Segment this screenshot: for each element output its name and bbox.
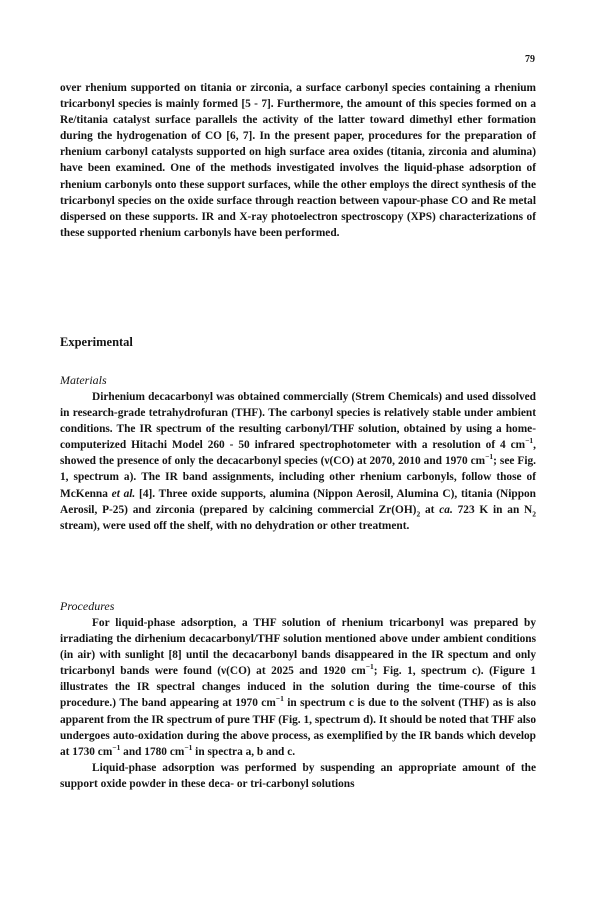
page-number: 79 <box>525 54 535 65</box>
procedures-sup-2: −1 <box>275 694 284 704</box>
materials-sup-1: −1 <box>525 436 534 446</box>
procedures-sup-1: −1 <box>365 662 374 672</box>
materials-text-5: at <box>420 503 440 516</box>
materials-etal: et al. <box>111 487 136 500</box>
materials-text-2: , showed the presence of only the decacarbonyl species (ν(CO) at 2070, 2010 and 1970 cm <box>60 439 536 468</box>
procedures-text <box>60 615 536 792</box>
procedures-text-5: in spectra a, b and c. <box>192 745 296 758</box>
procedures-sup-4: −1 <box>184 742 193 752</box>
materials-text-4: [4]. Three oxide supports, alumina (Nippon Aerosil, Alumina C), titania (Nippon Aerosil, P-25) and zirconia (prepared by calcining commercial Zr(OH) <box>60 487 536 516</box>
procedures-paragraph-2: Liquid-phase adsorption was performed by suspending an appropriate amount of the support oxide powder in these deca- or tri-carbonyl solutions <box>60 761 536 790</box>
procedures-paragraph-1 <box>60 615 536 760</box>
procedures-text-3: in spectrum c is due to the solvent (THF) as is also apparent from the IR spectrum of pure THF (Fig. 1, spectrum d). It should be noted that THF also undergoes auto-oxidation during the above process, as exemplified by the IR bands which develop at 1730 cm <box>60 697 536 758</box>
materials-text-1: Dirhenium decacarbonyl was obtained commercially (Strem Chemicals) and used dissolved in research-grade tetrahydrofuran (THF). The carbonyl species is relatively stable under ambient conditions. The IR spectrum of the resulting carbonyl/THF solution, obtained by using a home-computerized Hitachi Model 260 - 50 infrared spectrophotometer with a resolution of 4 cm <box>60 391 536 452</box>
subsection-heading-procedures: Procedures <box>60 599 115 613</box>
intro-paragraph: over rhenium supported on titania or zirconia, a surface carbonyl species containing a rhenium tricarbonyl species is mainly formed [5 - 7]. Furthermore, the amount of this species formed on a Re/titania catalyst surface parallels the activity of the latter toward dimethyl ether formation during the hydrogenation of CO [6, 7]. In the present paper, procedures for the preparation of rhenium carbonyl catalysts supported on high surface area oxides (titania, zirconia and alumina) have been examined. One of the methods investigated involves the liquid-phase adsorption of rhenium carbonyls onto these support surfaces, while the other employs the direct synthesis of the tricarbonyl species on the oxide surface through reaction between vapour-phase CO and Re metal dispersed on these supports. IR and X-ray photoelectron spectroscopy (XPS) characterizations of these supported rhenium carbonyls have been performed. <box>60 82 536 239</box>
procedures-sup-3: −1 <box>112 742 121 752</box>
section-heading-experimental: Experimental <box>60 335 133 349</box>
procedures-text-2: ; Fig. 1, spectrum c). (Figure 1 illustrates the IR spectral changes induced in the solution during the time-course of this procedure.) The band appearing at 1970 cm <box>60 665 536 710</box>
materials-text-3: ; see Fig. 1, spectrum a). The IR band assignments, including other rhenium carbonyls, follow those of McKenna <box>60 455 536 500</box>
materials-sub-2: 2 <box>532 508 537 518</box>
materials-sup-2: −1 <box>485 452 494 462</box>
procedures-text-4: and 1780 cm <box>120 745 185 758</box>
materials-paragraph <box>60 389 536 534</box>
subsection-heading-materials: Materials <box>60 373 107 387</box>
procedures-text-1: For liquid-phase adsorption, a THF solution of rhenium tricarbonyl was prepared by irradiating the dirhenium decacarbonyl/THF solution mentioned above under ambient conditions (in air) with sunlight [8] until the decacarbonyl bands disappeared in the IR spectum and only tricarbonyl bands were found (ν(CO) at 2025 and 1920 cm <box>60 617 536 678</box>
materials-text-6: 723 K in an N <box>452 503 533 516</box>
materials-text <box>60 389 536 534</box>
materials-text-7: stream), were used off the shelf, with no dehydration or other treatment. <box>60 519 410 532</box>
materials-ca: ca. <box>439 503 453 516</box>
intro-text <box>60 80 536 241</box>
materials-sub-1: 2 <box>416 508 421 518</box>
